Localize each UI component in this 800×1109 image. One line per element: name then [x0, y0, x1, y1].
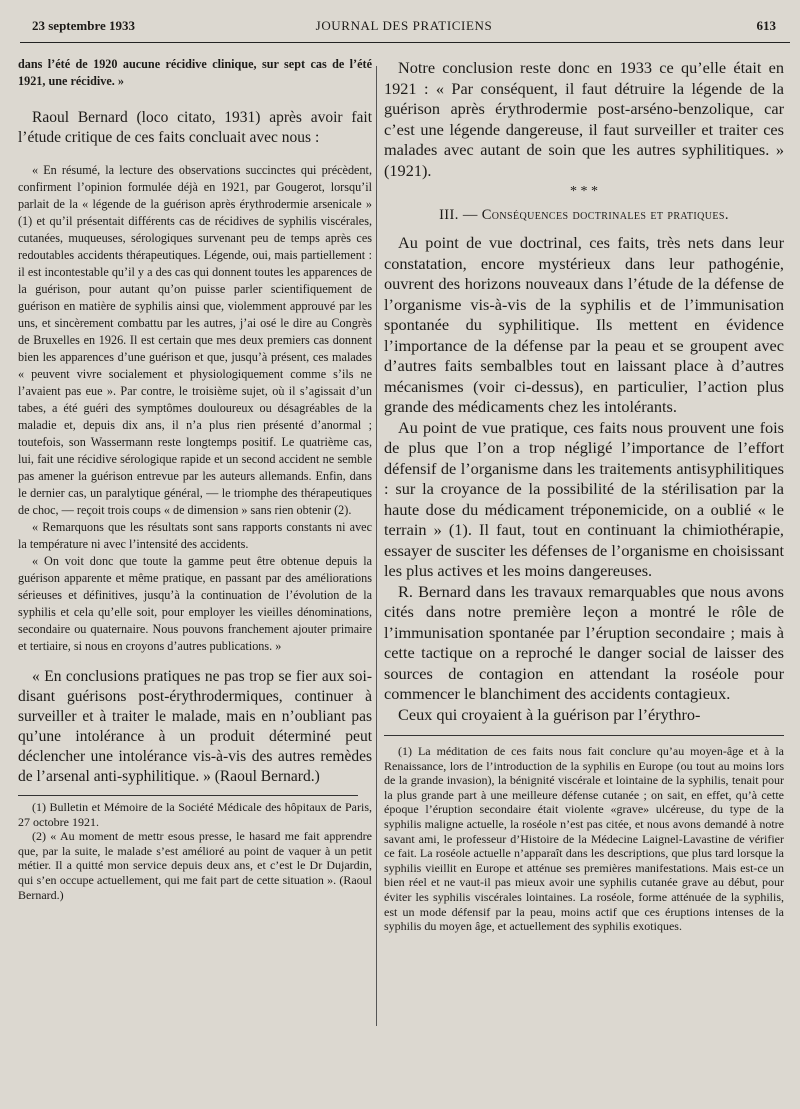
left-quote-paragraph-1: « En résumé, la lecture des observations succinctes qui précèdent, confirment l’opinion formulée déjà en 1921, par Gougerot, lorsqu’il parlait de la « légende de la guérison après érythrodermie arsenicale » (1) et qu’il présentait différents cas de récidives de syphilis viscérales, cutanées, muqueuses, sérologiques survenant peu de temps après ces redoutables accidents thérapeutiques. Légende, oui, mais partiellement : il est incontestable qu’il y a des cas qui donnent toutes les apparences de la guérison, pour autant qu’on puisse parler scientifiquement de guérison en matière de syphilis ainsi que, violemment approuvé par les uns, et sincèrement combattu par les autres, j’ai osé le dire au Congrès de Bruxelles en 1926. Il est certain que mes deux premiers cas donnent bien les apparences d’une guérison et que, jusqu’à présent, ces malades « peuvent vivre socialement et physiologiquement comme s’ils ne l’avaient pas eue ». Par contre, le troisième sujet, où il s’agissait d’un tabes, a été guéri des symptômes douloureux ou désagréables de la maladie et, depuis dix ans, il n’a plus rien présenté d’anormal ; toutefois, son Wassermann reste longtemps positif. Le quatrième cas, lui, fait une récidive sérologique rapide et un second accident ne semble pas amener la guérison entrevue par les auteurs allemands. Enfin, dans le dernier cas, un paralytique général, — le triomphe des thérapeutiques de choc, — reçoit trois coups « de dimension » sans rien obtenir (2). — [18, 163, 372, 517]
right-footnote-separator — [384, 735, 784, 736]
right-column — [384, 58, 784, 934]
page-header — [32, 18, 776, 38]
right-paragraph-4: Ceux qui croyaient à la guérison par l’érythro- — [398, 704, 701, 724]
header-date: 23 septembre 1933 — [32, 18, 136, 33]
left-footnote-1: (1) Bulletin et Mémoire de la Société Médicale des hôpitaux de Paris, 27 octobre 1921. — [18, 800, 372, 829]
column-divider — [376, 66, 377, 1026]
header-rule — [20, 42, 790, 43]
left-quote-paragraph-3: « On voit donc que toute la gamme peut être obtenue depuis la guérison apparente et même pratique, en passant par des améliorations sérieuses et définitives, jusqu’à la continuation de l’évolution de la syphilis et cela qu’elle soit, pour employer les vieilles dénominations, secondaire ou quaternaire. Nous pouvons franchement ajouter primaire et tertiaire, si nous en croyons d’autres publications. » — [18, 554, 372, 653]
section-stars: * * * — [570, 184, 598, 199]
section-title: III. — Conséquences doctrinales et pratiques. — [439, 207, 729, 223]
right-paragraph-0: Notre conclusion reste donc en 1933 ce qu’elle était en 1921 : « Par conséquent, il faut détruire la légende de la guérison après érythrodermie post-arséno-benzolique, car c’est une légende dangereuse, il faut surveiller et traiter ces malades avec autant de soin que les autres syphilitiques. » (1921). — [384, 58, 784, 180]
page-number: 613 — [756, 18, 776, 33]
footnote-separator — [18, 795, 358, 796]
journal-title: JOURNAL DES PRATICIENS — [315, 18, 493, 33]
left-quote-paragraph-2: « Remarquons que les résultats sont sans rapports constants ni avec la température ni avec l’intensité des accidents. — [18, 520, 372, 551]
left-conclusion-paragraph: « En conclusions pratiques ne pas trop se fier aux soi-disant guérisons post-érythrodermiques, continuer à surveiller et à traiter le malade, mais en n’oubliant pas qu’une intolérance à un produit déterminé peut déclencher une intolérance vis-à-vis des autres remèdes de l’arsenal anti-syphilitique. » (Raoul Bernard.) — [18, 668, 372, 785]
right-paragraph-2: Au point de vue pratique, ces faits nous prouvent une fois de plus que l’on a trop négligé l’importance de l’effort défensif de l’organisme dans les traitements antisyphilitiques : sur la croyance de la possibilité de la stérilisation par la haute dose du médicament tréponemicide, on a oublié « le terrain » (1). Il faut, tout en continuant la chimiothérapie, essayer de susciter les défenses de l’organisme en choisissant les plus actives et les moins dangereuses. — [384, 417, 784, 580]
left-column — [18, 56, 372, 902]
right-footnote-1: (1) La méditation de ces faits nous fait conclure qu’au moyen-âge et à la Renaissance, lors de l’introduction de la syphilis en Europe (ou tout au moins lors de la grande invasion), la bénignité viscérale et lointaine de la syphilis, tenait pour la plus grande part à une meilleure défense cutanée ; on sait, en effet, qu’à cette époque l’éruption secondaire était violente «grave» ulcéreuse, du type de la syphilis maligne actuelle, la roséole n’est pas citée, et nous avons demandé à notre savant ami, le professeur d’Histoire de la Médecine Laignel-Lavastine de vérifier ce fait. La roséole actuelle n’apparaît dans les descriptions, que plus tard lorsque la syphilis vieillit en Europe et atténue ses premières manifestations. Mais est-ce un bien réel et ne vaut-il pas mieux avoir une syphilis cutanée grave au début, pour éviter les syphilis viscérales lointaines. La roséole, forme atténuée de la syphilis, est un mode défensif par la peau, moins actif que ces éruptions intenses de la syphilis du moyen âge, et actuellement des syphilis exotiques. — [384, 744, 784, 934]
right-paragraph-3: R. Bernard dans les travaux remarquables que nous avons cités dans notre première leçon a montré le rôle de l’immunisation spontanée par l’éruption secondaire ; mais à cette tactique on a reproché le danger social de laisser des sources de contagion en attendant la roséole pour commencer le blanchiment des accidents contagieux. — [384, 581, 784, 703]
right-paragraph-1: Au point de vue doctrinal, ces faits, très nets dans leur constatation, encore mystérieux dans leur pathogénie, ouvrent des horizons nouveaux dans l’étude de la défense de l’organisme vis-à-vis de la syphilis et de l’immunisation spontanée du syphilitique. Ils mettent en évidence l’importance de la défense par la peau et se groupent avec d’autres faits sembalbles tout en laissant place à d’autres mécanismes (voir ci-dessus), en particulier, l’action plus grande des médicaments chez les intolérants. — [384, 233, 784, 416]
left-footnote-2: (2) « Au moment de mettr esous presse, le hasard me fait apprendre que, par la suite, le malade s’est amélioré au point de vaquer à un petit métier. Il a quitté mon service depuis deux ans, et c’est le Dr Dujardin, qui s’en occupe actuellement, qui me fait part de cette situation ». (Raoul Bernard.) — [18, 829, 372, 902]
left-paragraph-0: dans l’été de 1920 aucune récidive clinique, sur sept cas de l’été 1921, une récidive. » — [18, 57, 372, 88]
left-paragraph-1: Raoul Bernard (loco citato, 1931) après avoir fait l’étude critique de ces faits concluait avec nous : — [18, 109, 372, 146]
